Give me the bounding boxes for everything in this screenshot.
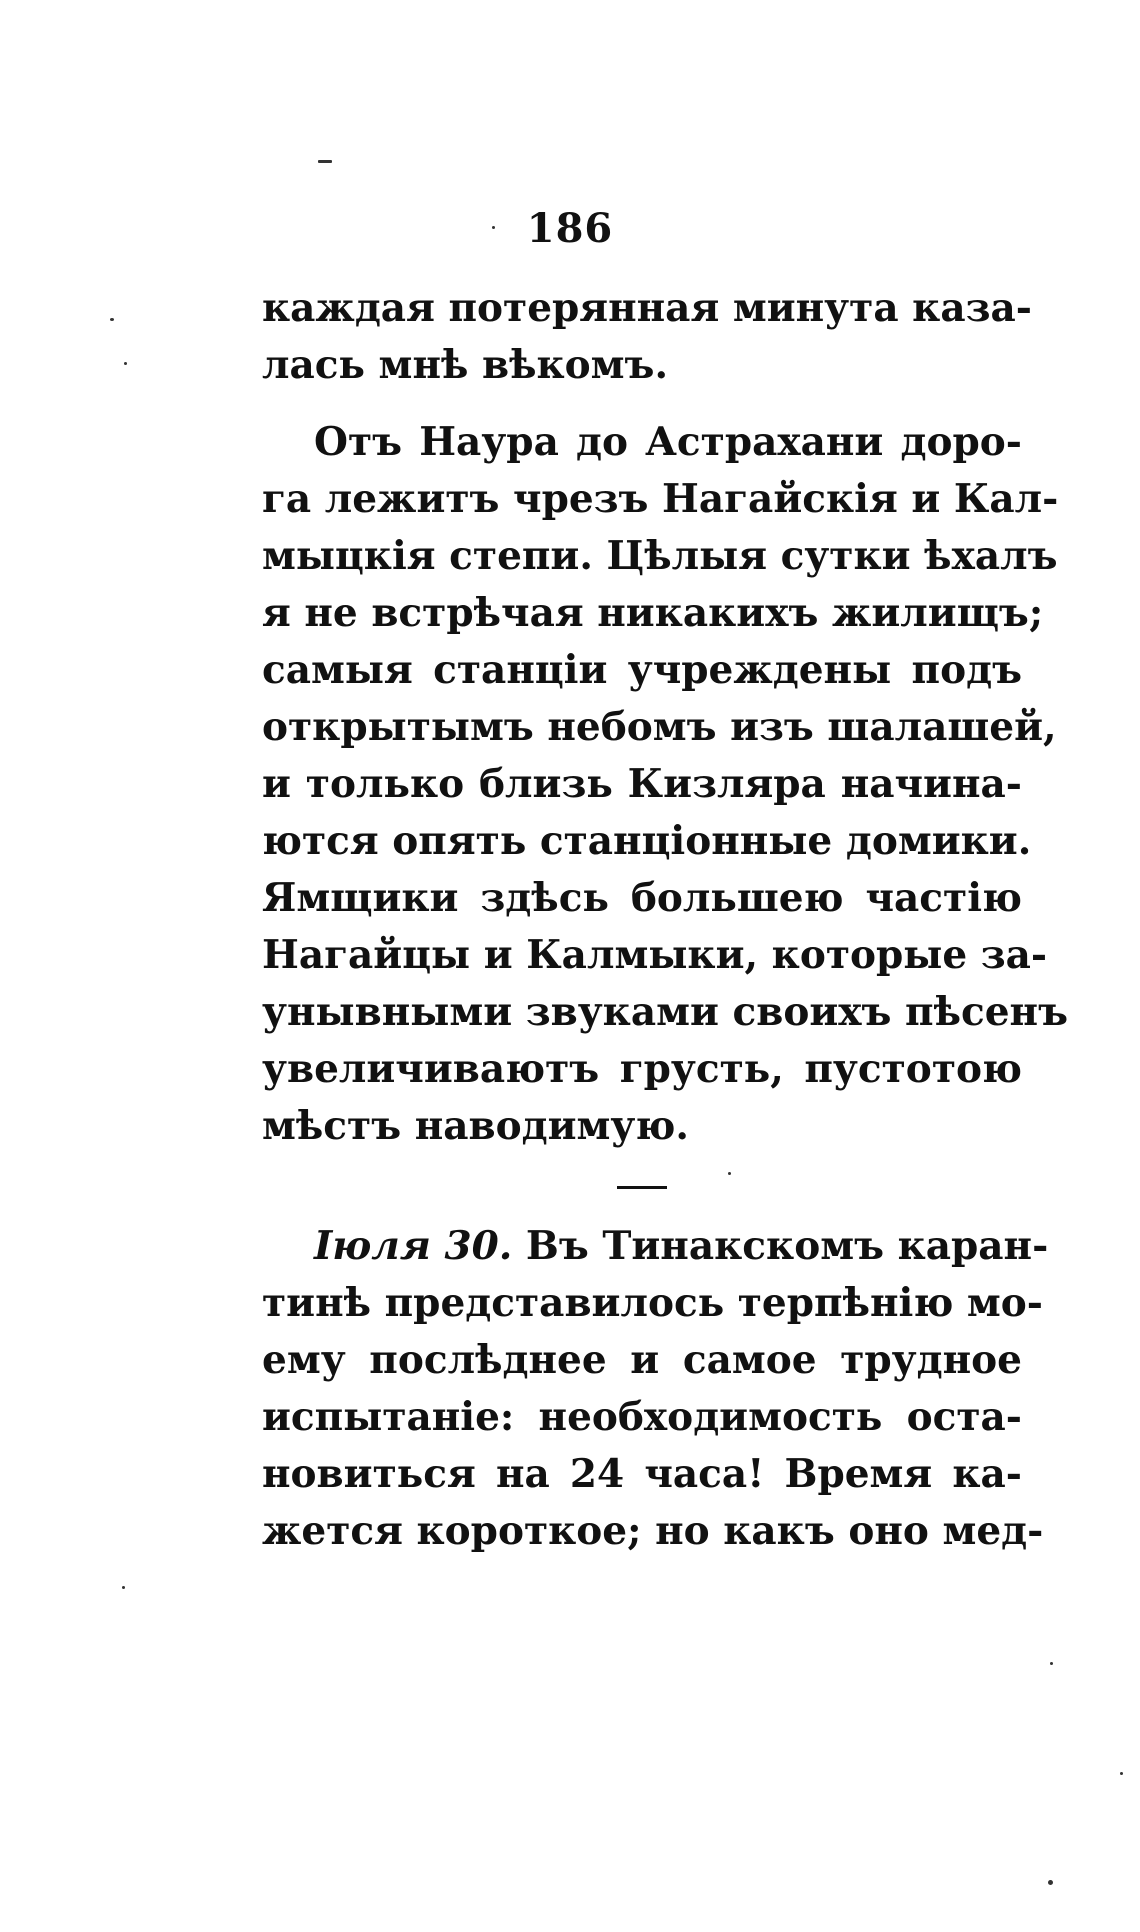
text-line: испытаніе: необходимость оста- [262,1394,1022,1440]
text-paragraph-date [262,1218,1049,1560]
text-line [262,1218,1049,1275]
text-line: га лежитъ чрезъ Нагайскія и Кал- [262,476,1059,522]
text-line: тинѣ представилось терпѣнію мо- [262,1280,1043,1326]
scan-speck [728,1172,731,1175]
date-label: Іюля 30. [314,1223,513,1269]
text-line: ему послѣднее и самое трудное [262,1337,1022,1383]
scan-speck [110,318,114,321]
text-line: увеличиваютъ грусть, пустотою [262,1046,1022,1092]
scan-speck [1050,1662,1053,1665]
scan-speck [1048,1880,1053,1885]
text-line: и только близь Кизляра начина- [262,761,1022,807]
text-line: каждая потерянная минута каза- [262,285,1032,331]
text-line: открытымъ небомъ изъ шалашей, [262,704,1057,750]
page-number: 186 [526,205,614,252]
scan-speck [124,362,127,365]
text-line: мѣстъ наводимую. [262,1103,689,1149]
text-line: жется короткое; но какъ оно мед- [262,1508,1044,1554]
text-line: Нагайцы и Калмыки, которые за- [262,932,1048,978]
scan-speck [122,1586,125,1589]
text-line: унывными звуками своихъ пѣсенъ [262,989,1069,1035]
text-line: Отъ Наура до Астрахани доро- [314,419,1022,465]
scan-speck [1120,1772,1123,1775]
text-line: новиться на 24 часа! Время ка- [262,1451,1022,1497]
text-line: я не встрѣчая никакихъ жилищъ; [262,590,1044,636]
text-paragraphs [262,280,1069,1155]
scan-speck [318,160,332,163]
text-line: лась мнѣ вѣкомъ. [262,342,669,388]
text-line: ются опять станціонные домики. [262,818,1032,864]
text-line: самыя станціи учреждены подъ [262,647,1022,693]
text-fragment: Въ Тинакскомъ каран- [525,1223,1049,1269]
text-line: мыцкія степи. Цѣлыя сутки ѣхалъ [262,533,1058,579]
text-line: Ямщики здѣсь большею частію [262,875,1022,921]
section-divider [617,1186,667,1189]
